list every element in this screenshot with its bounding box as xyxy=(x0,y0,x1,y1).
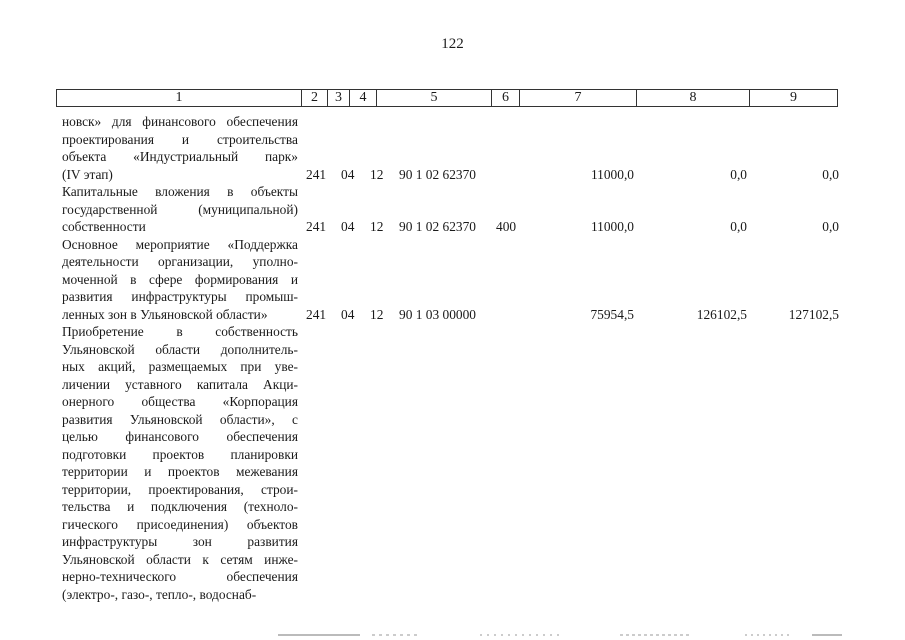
row-description-line: Ульяновской области к сетям инже- xyxy=(62,551,298,567)
row-col4: 12 xyxy=(370,166,384,182)
row-description-line: личении уставного капитала Акци- xyxy=(62,376,298,392)
row-col8: 126102,5 xyxy=(696,306,747,322)
row-col9: 127102,5 xyxy=(788,306,839,322)
row-col4: 12 xyxy=(370,219,384,234)
row-col9: 0,0 xyxy=(822,219,839,234)
scan-artifact-marks xyxy=(0,630,905,640)
row-description-line: новск» для финансового обеспечения xyxy=(62,114,298,129)
row-description-line: подготовки проектов планировки xyxy=(62,446,298,462)
row-description-line: (IV этап) xyxy=(62,166,113,182)
header-col-2: 2 xyxy=(302,90,328,106)
row-description-line: Капитальные вложения в объекты xyxy=(62,184,298,199)
header-col-8: 8 xyxy=(637,90,750,106)
row-col5: 90 1 02 62370 xyxy=(399,219,476,234)
header-col-9: 9 xyxy=(790,90,797,105)
row-col9: 0,0 xyxy=(822,166,839,182)
row-description-line: гического присоединения) объектов xyxy=(62,516,298,532)
row-description-line: Приобретение в собственность xyxy=(62,324,298,339)
header-col-3: 3 xyxy=(328,90,350,106)
table-header xyxy=(56,89,838,107)
row-description-line: (электро-, газо-, тепло-, водоснаб- xyxy=(62,586,257,602)
row-col2: 241 xyxy=(306,219,327,234)
row-description-line: инфраструктуры зон развития xyxy=(62,534,298,549)
row-description-line: развития Ульяновской области», с xyxy=(62,411,298,427)
row-col6: 400 xyxy=(496,219,517,234)
row-col8: 0,0 xyxy=(730,219,747,234)
row-description-line: объекта «Индустриальный парк» xyxy=(62,149,298,164)
row-col2: 241 xyxy=(306,166,327,182)
header-col-6: 6 xyxy=(492,90,520,106)
row-col3: 04 xyxy=(341,219,355,234)
row-description-line: онерного общества «Корпорация xyxy=(62,394,298,409)
row-col7: 11000,0 xyxy=(590,166,634,182)
row-description-line: моченной в сфере формирования и xyxy=(62,271,298,287)
row-col5: 90 1 03 00000 xyxy=(399,306,476,322)
row-description-line: деятельности организации, уполно- xyxy=(62,254,298,269)
row-col8: 0,0 xyxy=(730,166,747,182)
row-col2: 241 xyxy=(306,306,327,322)
row-col3: 04 xyxy=(341,166,355,182)
page-number: 122 xyxy=(441,36,464,52)
header-col-4: 4 xyxy=(350,90,377,106)
row-col4: 12 xyxy=(370,306,384,322)
row-col7: 11000,0 xyxy=(590,219,634,234)
row-description-line: ных акций, размещаемых при уве- xyxy=(62,359,298,374)
header-col-7: 7 xyxy=(520,90,637,106)
row-col7: 75954,5 xyxy=(590,306,634,322)
row-description-line: Основное мероприятие «Поддержка xyxy=(62,236,298,252)
row-description-line: ленных зон в Ульяновской области» xyxy=(62,306,268,322)
row-description-line: территории, проектирования, строи- xyxy=(62,481,298,497)
row-description-line: государственной (муниципальной) xyxy=(62,201,298,217)
header-col-1: 1 xyxy=(57,90,302,106)
row-description-line: собственности xyxy=(62,219,146,234)
row-col5: 90 1 02 62370 xyxy=(399,166,476,182)
row-description-line: развития инфраструктуры промыш- xyxy=(62,289,298,304)
header-col-5: 5 xyxy=(377,90,492,106)
row-description-line: целью финансового обеспечения xyxy=(62,429,298,444)
row-col3: 04 xyxy=(341,306,355,322)
row-description-line: тельства и подключения (техноло- xyxy=(62,499,298,514)
row-description-line: проектирования и строительства xyxy=(62,131,298,147)
row-description-line: территории и проектов межевания xyxy=(62,464,298,479)
row-description-line: Ульяновской области дополнитель- xyxy=(62,341,298,357)
row-description-line: нерно-технического обеспечения xyxy=(62,569,298,584)
